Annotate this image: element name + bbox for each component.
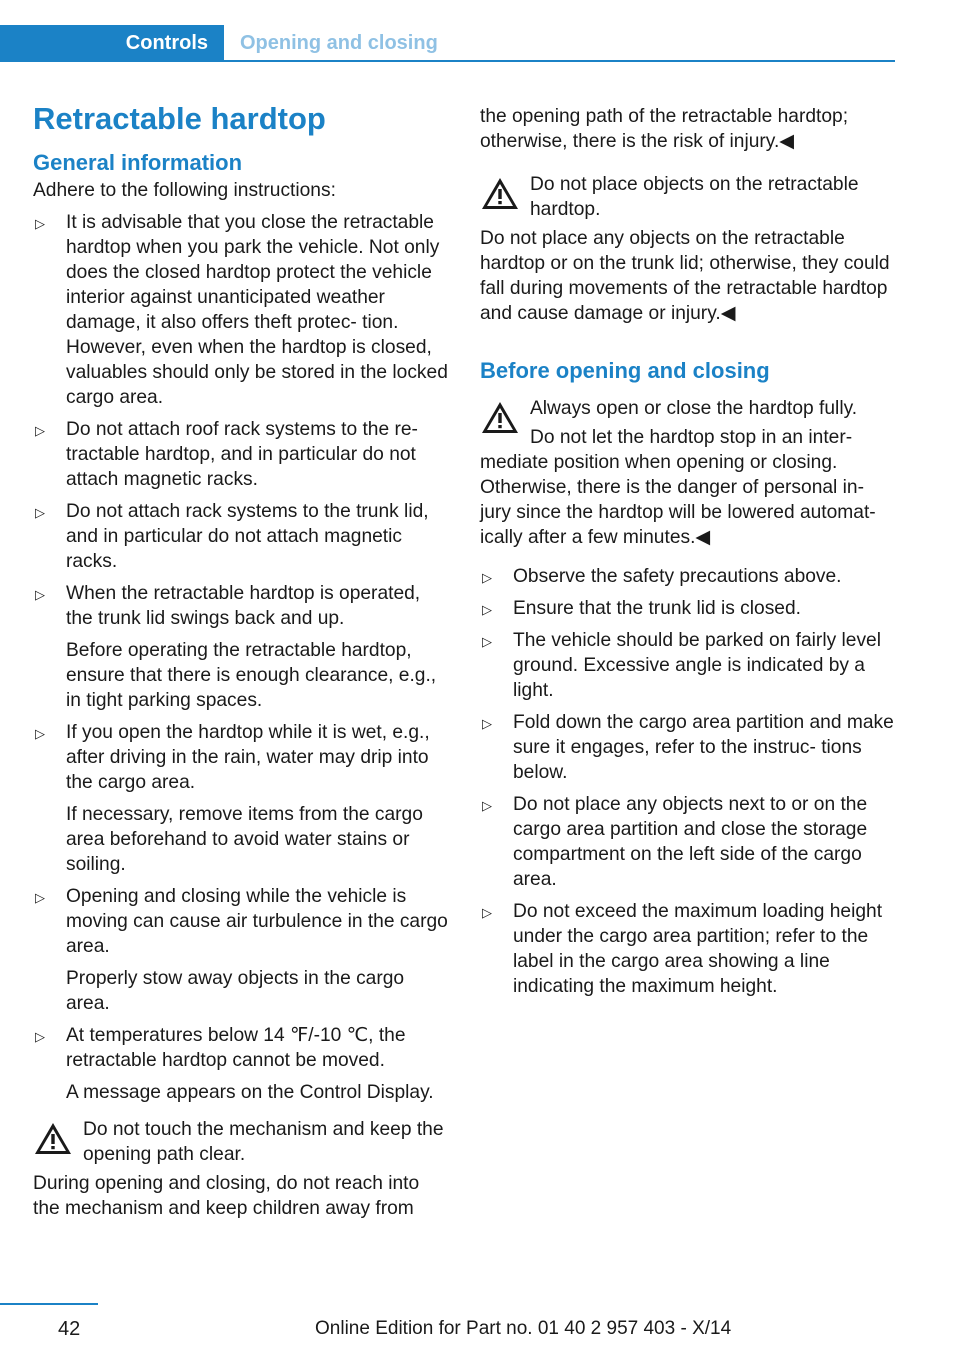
list-item: ▷ When the retractable hardtop is operated, the trunk lid swings back and up. Before operating the retractable hardtop, ensure that there is enough clearance, e.g., in tight parking spaces. [33,581,451,713]
right-column [480,104,896,999]
section-heading-general: General information [33,150,243,175]
edition-text: Online Edition for Part no. 01 40 2 957 403 - X/14 [315,1318,732,1339]
triangle-right-icon: ▷ [482,602,492,617]
intro-text: Adhere to the following instructions: [33,180,336,201]
page-number: 42 [58,1318,81,1340]
warning-triangle-icon [480,400,520,436]
list-item: ▷ Observe the safety precautions above. [480,564,896,589]
warning-text: During opening and closing, do not reach into the mechanism and keep children away from [33,1173,420,1219]
section-tab: Opening and closing [240,32,438,54]
triangle-right-icon: ▷ [482,798,492,813]
triangle-right-icon: ▷ [35,587,45,602]
list-item: ▷ Opening and closing while the vehicle is moving can cause air turbulence in the cargo area. Properly stow away objects in the cargo area. [33,884,451,1016]
chapter-tab: Controls [0,25,224,62]
list-item: ▷ Fold down the cargo area partition and make sure it engages, refer to the instruc‐ tions below. [482,712,894,783]
triangle-right-icon: ▷ [35,1029,45,1044]
warning-heading: Do not touch the mechanism and keep the opening path clear. [83,1119,444,1165]
triangle-right-icon: ▷ [35,216,45,231]
continued-text: the opening path of the retractable hardtop; otherwise, there is the risk of injury.◀ [480,106,849,152]
triangle-right-icon: ▷ [482,634,492,649]
list-item: ▷ If you open the hardtop while it is wet, e.g., after driving in the rain, water may drip into the cargo area. If necessary, remove items from the cargo area beforehand to avoid water stains or soiling. [33,720,451,877]
page-header [0,25,895,62]
triangle-right-icon: ▷ [35,505,45,520]
header-rule [224,60,895,62]
triangle-right-icon: ▷ [35,890,45,905]
list-item: ▷ Do not attach rack systems to the trunk lid, and in particular do not attach magnetic racks. [35,501,429,572]
list-item-note: A message appears on the Control Display. [66,1082,434,1103]
triangle-right-icon: ▷ [35,423,45,438]
left-column [33,98,451,1221]
instruction-list [33,210,451,1105]
list-item-note: Properly stow away objects in the cargo area. [66,968,405,1014]
page-title: Retractable hardtop [33,101,326,136]
list-item: ▷ At temperatures below 14 ℉/-10 ℃, the retractable hardtop cannot be moved. A message appears on the Control Display. [33,1023,451,1105]
warning-block [480,396,896,421]
warning-block [33,1117,451,1167]
triangle-right-icon: ▷ [482,570,492,585]
warning-heading: Always open or close the hardtop fully. [530,398,858,419]
list-item-note: If necessary, remove items from the cargo area beforehand to avoid water stains or soiling. [66,804,423,875]
list-item: ▷ Do not place any objects next to or on the cargo area partition and close the storage compartment on the left side of the cargo area. [482,794,868,890]
warning-triangle-icon [33,1121,73,1157]
warning-triangle-icon [480,176,520,212]
triangle-right-icon: ▷ [482,905,492,920]
warning-text: Do not let the hardtop stop in an inter‐ mediate position when opening or closing. Otherwise, there is the danger of personal in‐ jury since the hardtop will be lowered automat‐ ically after a few minutes.◀ [480,427,876,548]
warning-block [480,172,896,222]
list-item: ▷ The vehicle should be parked on fairly level ground. Excessive angle is indicated by a light. [482,630,881,701]
section-heading-before: Before opening and closing [480,358,770,383]
list-item-note: Before operating the retractable hardtop, ensure that there is enough clearance, e.g., in tight parking spaces. [66,640,437,711]
list-item: ▷ Ensure that the trunk lid is closed. [480,596,896,621]
triangle-right-icon: ▷ [482,716,492,731]
triangle-right-icon: ▷ [35,726,45,741]
list-item: ▷ It is advisable that you close the retractable hardtop when you park the vehicle. Not only does the closed hardtop protect the vehicle interior against unanticipated weather damage, it also offers theft protec‐ tion. However, even when the hardtop is closed, valuables should only be stored in the locked cargo area. [35,212,448,408]
list-item: ▷ Do not exceed the maximum loading height under the cargo area partition; refer to the label in the cargo area showing a line indicating the maximum height. [482,901,883,997]
warning-heading: Do not place objects on the retractable hardtop. [530,174,859,220]
preparation-list [480,564,896,999]
warning-text: Do not place any objects on the retractable hardtop or on the trunk lid; otherwise, they could fall during movements of the retractable hardtop and cause damage or injury.◀ [480,228,890,324]
footer-rule [0,1303,98,1305]
list-item: ▷ Do not attach roof rack systems to the re‐ tractable hardtop, and in particular do not attach magnetic racks. [35,419,418,490]
